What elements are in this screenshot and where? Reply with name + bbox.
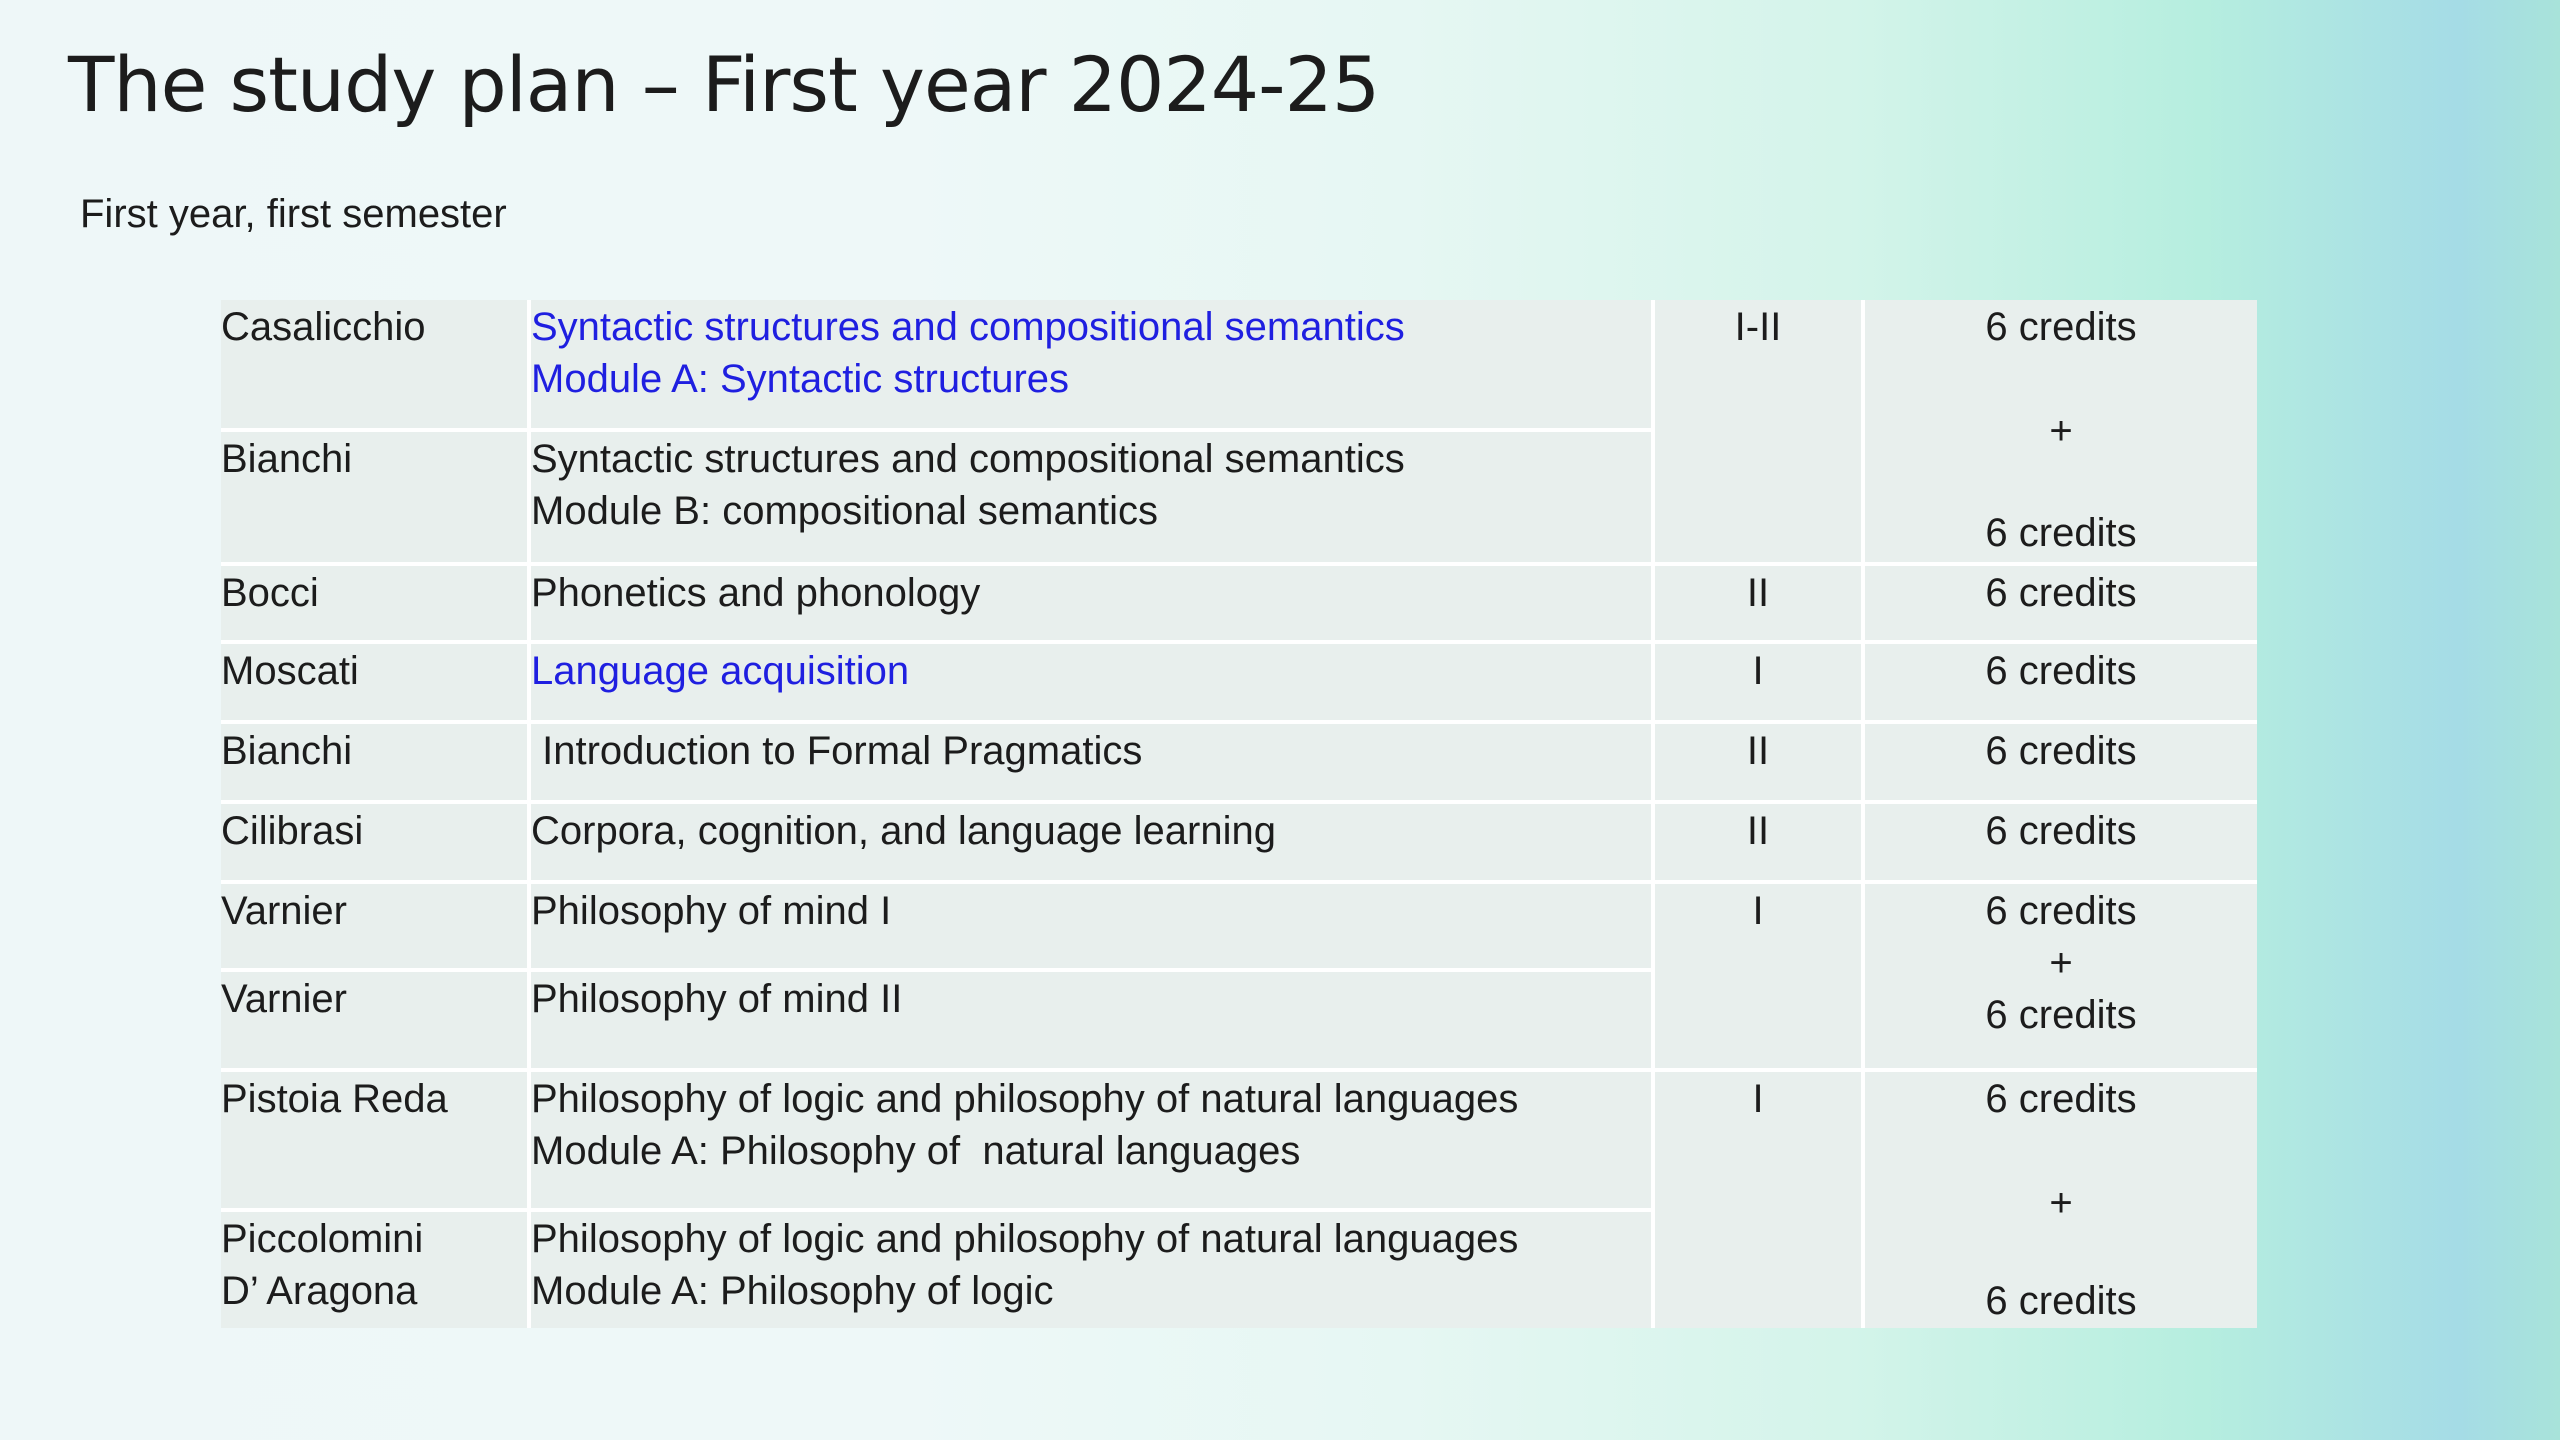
- course-cell: [527, 300, 1651, 428]
- course-module: Module A: Philosophy of logic: [531, 1270, 1054, 1314]
- credits-label: 6 credits: [1985, 306, 2137, 350]
- professor-name: Varnier: [221, 890, 347, 934]
- professor-name: Bianchi: [221, 730, 353, 774]
- course-cell: [527, 800, 1651, 880]
- course-cell: [527, 720, 1651, 800]
- credits-cell: [1861, 640, 2257, 720]
- semester-label: I-II: [1734, 306, 1782, 350]
- course-cell: [527, 1068, 1651, 1208]
- course-module: Module B: compositional semantics: [531, 490, 1158, 534]
- credits-label: 6 credits: [1985, 650, 2137, 694]
- credits-cell: [1861, 562, 2257, 640]
- semester-label: II: [1746, 730, 1770, 774]
- slide-subtitle: First year, first semester: [80, 192, 507, 236]
- professor-cell: [221, 300, 527, 428]
- course-title: Introduction to Formal Pragmatics: [531, 730, 1143, 774]
- professor-name: Cilibrasi: [221, 810, 364, 854]
- professor-name-line2: D’ Aragona: [221, 1270, 418, 1314]
- semester-cell: [1651, 300, 1861, 562]
- credits-label: 6 credits: [1985, 512, 2137, 556]
- professor-cell: [221, 640, 527, 720]
- semester-label: I: [1752, 650, 1764, 694]
- credits-label: 6 credits: [1985, 994, 2137, 1038]
- professor-cell: [221, 1068, 527, 1208]
- course-cell: [527, 428, 1651, 562]
- course-cell: [527, 880, 1651, 968]
- course-link[interactable]: Language acquisition: [531, 650, 910, 694]
- semester-cell: [1651, 720, 1861, 800]
- table-row: [221, 1068, 2257, 1208]
- credits-label: 6 credits: [1985, 730, 2137, 774]
- credits-label: 6 credits: [1985, 810, 2137, 854]
- course-link[interactable]: Syntactic structures and compositional semantics: [531, 306, 1405, 350]
- professor-cell: [221, 880, 527, 968]
- professor-name: Moscati: [221, 650, 359, 694]
- credits-cell: [1861, 720, 2257, 800]
- semester-label: I: [1752, 890, 1764, 934]
- course-module: Module A: Philosophy of natural languages: [531, 1130, 1301, 1174]
- table-row: [221, 640, 2257, 720]
- professor-name: Piccolomini: [221, 1218, 424, 1262]
- credits-cell: [1861, 880, 2257, 1068]
- semester-cell: [1651, 562, 1861, 640]
- professor-cell: [221, 720, 527, 800]
- semester-label: II: [1746, 810, 1770, 854]
- credits-label: 6 credits: [1985, 890, 2137, 934]
- professor-name: Bocci: [221, 572, 319, 616]
- course-title: Phonetics and phonology: [531, 572, 981, 616]
- course-title: Philosophy of logic and philosophy of natural languages: [531, 1218, 1519, 1262]
- professor-name: Pistoia Reda: [221, 1078, 448, 1122]
- course-title: Corpora, cognition, and language learning: [531, 810, 1276, 854]
- professor-cell: [221, 1208, 527, 1328]
- table-row: [221, 300, 2257, 428]
- semester-label: II: [1746, 572, 1770, 616]
- slide-title: The study plan – First year 2024-25: [68, 40, 1380, 129]
- credits-cell: [1861, 1068, 2257, 1328]
- semester-cell: [1651, 880, 1861, 1068]
- professor-cell: [221, 428, 527, 562]
- semester-cell: [1651, 1068, 1861, 1328]
- course-title: Philosophy of mind II: [531, 978, 903, 1022]
- table-row: [221, 800, 2257, 880]
- plus-sign: +: [2049, 1182, 2073, 1226]
- professor-cell: [221, 562, 527, 640]
- credits-label: 6 credits: [1985, 572, 2137, 616]
- semester-cell: [1651, 640, 1861, 720]
- course-cell: [527, 968, 1651, 1068]
- credits-label: 6 credits: [1985, 1078, 2137, 1122]
- course-title: Philosophy of mind I: [531, 890, 892, 934]
- credits-cell: [1861, 300, 2257, 562]
- plus-sign: +: [2049, 410, 2073, 454]
- professor-cell: [221, 968, 527, 1068]
- table-row: [221, 880, 2257, 968]
- semester-label: I: [1752, 1078, 1764, 1122]
- course-title: Philosophy of logic and philosophy of natural languages: [531, 1078, 1519, 1122]
- professor-cell: [221, 800, 527, 880]
- study-plan-table: [221, 300, 2257, 1328]
- plus-sign: +: [2049, 942, 2073, 986]
- credits-label: 6 credits: [1985, 1280, 2137, 1324]
- professor-name: Varnier: [221, 978, 347, 1022]
- table-row: [221, 720, 2257, 800]
- professor-name: Bianchi: [221, 438, 353, 482]
- course-cell: [527, 1208, 1651, 1328]
- table-row: [221, 562, 2257, 640]
- professor-name: Casalicchio: [221, 306, 426, 350]
- credits-cell: [1861, 800, 2257, 880]
- course-module-link[interactable]: Module A: Syntactic structures: [531, 358, 1070, 402]
- semester-cell: [1651, 800, 1861, 880]
- course-cell: [527, 562, 1651, 640]
- course-title: Syntactic structures and compositional semantics: [531, 438, 1405, 482]
- course-cell: [527, 640, 1651, 720]
